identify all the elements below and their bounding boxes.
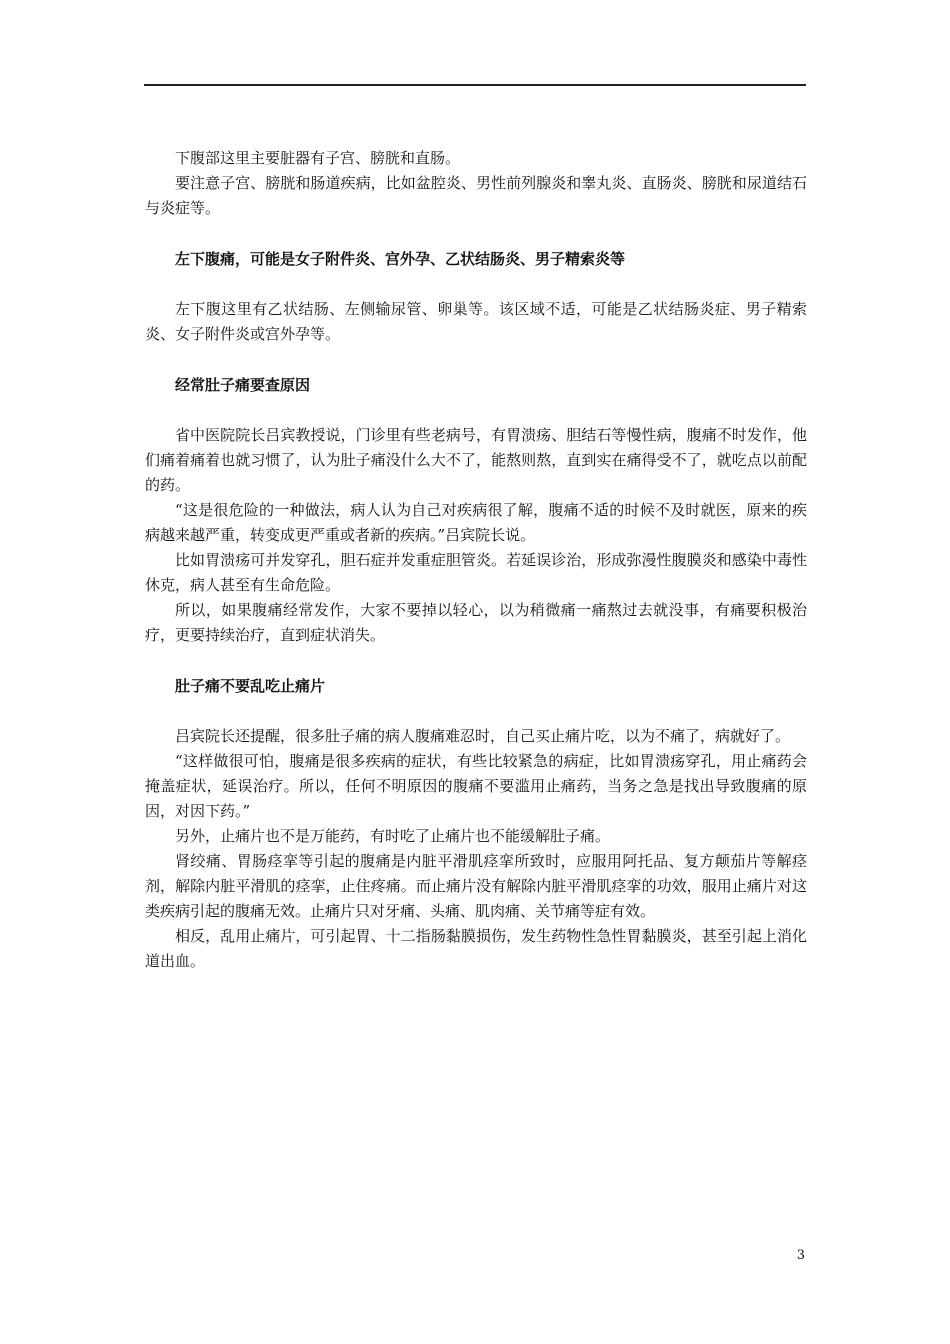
paragraph: 吕宾院长还提醒，很多肚子痛的病人腹痛难忍时，自己买止痛片吃，以为不痛了，病就好了。 xyxy=(175,727,791,745)
paragraph: “这样做很可怕，腹痛是很多疾病的症状，有些比较紧急的病症，比如胃溃疡穿孔，用止痛药会掩盖症状，延误治疗。所以，任何不明原因的腹痛不要滥用止痛药，当务之急是找出导致腹痛的原因，对因下药。” xyxy=(145,752,807,820)
paragraph: 另外，止痛片也不是万能药，有时吃了止痛片也不能缓解肚子痛。 xyxy=(175,827,611,845)
paragraph: 比如胃溃疡可并发穿孔，胆石症并发重症胆管炎。若延误诊治，形成弥漫性腹膜炎和感染中毒性休克，病人甚至有生命危险。 xyxy=(145,551,807,594)
document-body xyxy=(145,146,807,974)
paragraph: 下腹部这里主要脏器有子宫、膀胱和直肠。 xyxy=(175,149,461,167)
section-heading: 经常肚子痛要查原因 xyxy=(175,376,311,394)
paragraph: 要注意子宫、膀胱和肠道疾病，比如盆腔炎、男性前列腺炎和睾丸炎、直肠炎、膀胱和尿道结石与炎症等。 xyxy=(145,174,807,217)
section-heading: 肚子痛不要乱吃止痛片 xyxy=(175,677,326,695)
paragraph: 相反，乱用止痛片，可引起胃、十二指肠黏膜损伤，发生药物性急性胃黏膜炎，甚至引起上消化道出血。 xyxy=(145,927,807,970)
paragraph: 肾绞痛、胃肠痉挛等引起的腹痛是内脏平滑肌痉挛所致时，应服用阿托品、复方颠茄片等解痉剂，解除内脏平滑肌的痉挛，止住疼痛。而止痛片没有解除内脏平滑肌痉挛的功效，服用止痛片对这类疾病引起的腹痛无效。止痛片只对牙痛、头痛、肌肉痛、关节痛等症有效。 xyxy=(145,852,807,920)
header-rule xyxy=(144,84,806,86)
page-number: 3 xyxy=(796,1248,805,1263)
paragraph: “这是很危险的一种做法，病人认为自己对疾病很了解，腹痛不适的时候不及时就医，原来的疾病越来越严重，转变成更严重或者新的疾病。”吕宾院长说。 xyxy=(145,501,807,544)
paragraph: 左下腹这里有乙状结肠、左侧输尿管、卵巢等。该区域不适，可能是乙状结肠炎症、男子精索炎、女子附件炎或宫外孕等。 xyxy=(145,300,807,343)
paragraph: 省中医院院长吕宾教授说，门诊里有些老病号，有胃溃疡、胆结石等慢性病，腹痛不时发作，他们痛着痛着也就习惯了，认为肚子痛没什么大不了，能熬则熬，直到实在痛得受不了，就吃点以前配的药。 xyxy=(145,426,807,494)
paragraph: 所以，如果腹痛经常发作，大家不要掉以轻心，以为稍微痛一痛熬过去就没事，有痛要积极治疗，更要持续治疗，直到症状消失。 xyxy=(145,601,807,644)
section-heading: 左下腹痛，可能是女子附件炎、宫外孕、乙状结肠炎、男子精索炎等 xyxy=(175,250,626,268)
